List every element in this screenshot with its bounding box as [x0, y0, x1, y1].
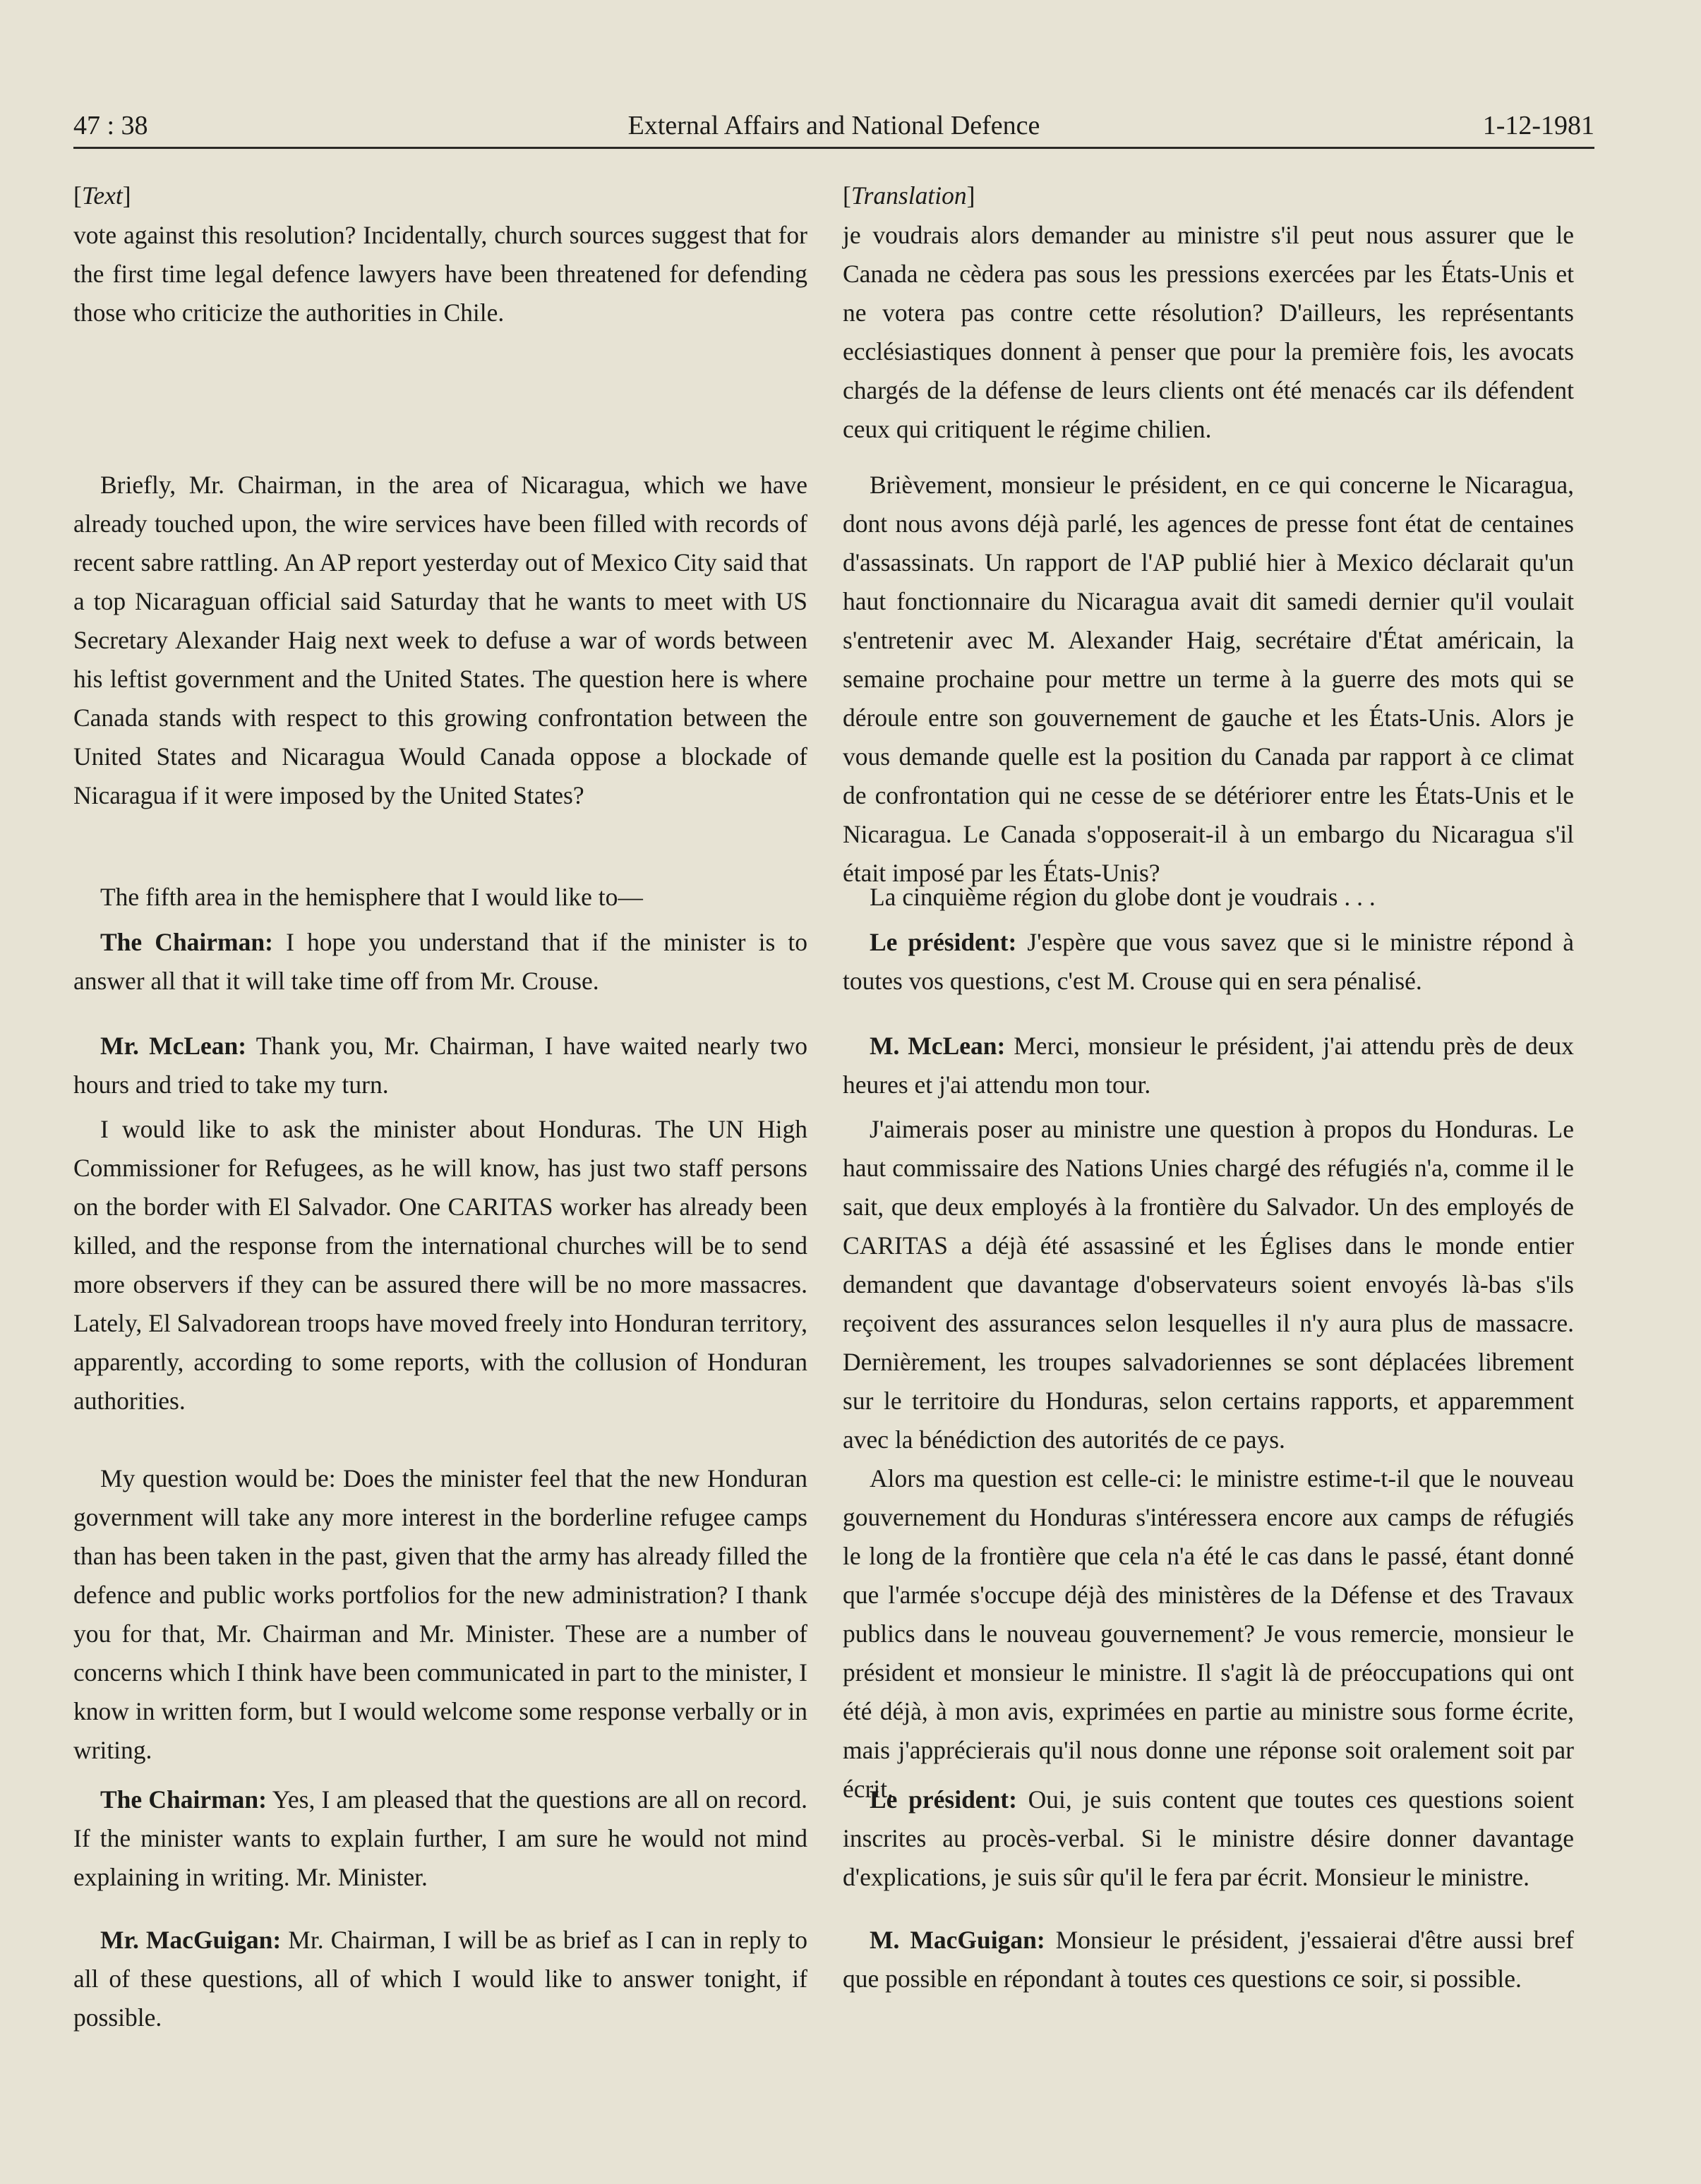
speaker-name: Mr. MacGuigan:	[100, 1926, 282, 1954]
running-title: External Affairs and National Defence	[627, 111, 1040, 140]
speaker-paragraph: Le président: Oui, je suis content que toutes ces questions soient inscrites au procès-verbal. Si le ministre désire donner davantage d'explications, je suis sûr qu'il le fera par écrit. Monsieur le ministre.	[843, 1785, 1574, 1891]
paragraph: Briefly, Mr. Chairman, in the area of Nicaragua, which we have already touched upon, the wire services have been filled with records of recent sabre rattling. An AP report yesterday out of Mexico City said that a top Nicaraguan official said Saturday that he wants to meet with US Secretary Alexander Haig next week to defuse a war of words between his leftist government and the United States. The question here is where Canada stands with respect to this growing confrontation between the United States and Nicaragua Would Canada oppose a blockade of Nicaragua if it were imposed by the United States?	[73, 471, 807, 809]
page-header	[73, 107, 1594, 149]
speaker-paragraph: Mr. McLean: Thank you, Mr. Chairman, I have waited nearly two hours and tried to take my turn.	[73, 1032, 807, 1099]
speaker-name: Le président:	[870, 1785, 1017, 1814]
speaker-paragraph: The Chairman: Yes, I am pleased that the questions are all on record. If the minister wants to explain further, I am sure he would not mind explaining in writing. Mr. Minister.	[73, 1785, 807, 1891]
speaker-paragraph: M. McLean: Merci, monsieur le président, j'ai attendu près de deux heures et j'ai attendu mon tour.	[843, 1032, 1575, 1099]
page-date: 1-12-1981	[1482, 111, 1594, 140]
speaker-paragraph: Le président: J'espère que vous savez que si le ministre répond à toutes vos questions, c'est M. Crouse qui en sera pénalisé.	[843, 928, 1574, 995]
speaker-name: M. McLean:	[870, 1032, 1006, 1060]
paragraph: je voudrais alors demander au ministre s'il peut nous assurer que le Canada ne cèdera pas sous les pressions exercées par les États-Unis et ne votera pas contre cette résolution? D'ailleurs, les représentants ecclésiastiques donnent à penser que pour la première fois, les avocats chargés de la défense de leurs clients ont été menacés car ils défendent ceux qui critiquent le régime chilien.	[843, 221, 1574, 443]
speaker-name: Mr. McLean:	[100, 1032, 247, 1060]
paragraph: J'aimerais poser au ministre une question à propos du Honduras. Le haut commissaire des Nations Unies chargé des réfugiés n'a, comme il le sait, que deux employés à la frontière du Salvador. Un des employés de CARITAS a déjà été assassiné et les Églises dans le monde entier demandent que davantage d'observateurs soient envoyés là-bas s'ils reçoivent des assurances selon lesquelles il n'y aura plus de massacre. Dernièrement, les troupes salvadoriennes se sont déplacées librement sur le territoire du Honduras, selon certains rapports, et apparemment avec la bénédiction des autorités de ce pays.	[843, 1115, 1574, 1454]
speaker-name: M. MacGuigan:	[870, 1926, 1045, 1954]
speaker-paragraph: M. MacGuigan: Monsieur le président, j'essaierai d'être aussi bref que possible en répondant à toutes ces questions ce soir, si possible.	[843, 1926, 1574, 1993]
paragraph: I would like to ask the minister about Honduras. The UN High Commissioner for Refugees, as he will know, has just two staff persons on the border with El Salvador. One CARITAS worker has already been killed, and the response from the international churches will be to send more observers if they can be assured there will be no more massacres. Lately, El Salvadorean troops have moved freely into Honduran territory, apparently, according to some reports, with the collusion of Honduran authorities.	[73, 1115, 807, 1415]
speaker-name: Le président:	[870, 928, 1017, 956]
paragraph: Brièvement, monsieur le président, en ce qui concerne le Nicaragua, dont nous avons déjà parlé, les agences de presse font état de centaines d'assassinats. Un rapport de l'AP publié hier à Mexico déclarait qu'un haut fonctionnaire du Nicaragua avait dit samedi dernier qu'il voulait s'entretenir avec M. Alexander Haig, secrétaire d'État américain, la semaine prochaine pour mettre un terme à la guerre des mots qui se déroule entre son gouvernement de gauche et les États-Unis. Alors je vous demande quelle est la position du Canada par rapport à ce climat de confrontation qui ne cesse de se détériorer entre les États-Unis et le Nicaragua. Le Canada s'opposerait-il à un embargo du Nicaragua s'il était imposé par les États-Unis?	[843, 471, 1574, 887]
column-label: [Translation]	[843, 181, 975, 210]
paragraph: La cinquième région du globe dont je voudrais . . .	[870, 883, 1376, 911]
page-number: 47 : 38	[73, 111, 148, 140]
paragraph: Alors ma question est celle-ci: le ministre estime-t-il que le nouveau gouvernement du Honduras s'intéressera encore aux camps de réfugiés le long de la frontière que cela n'a été le cas dans le passé, étant donné que l'armée s'occupe déjà des ministères de la Défense et des Travaux publics dans le nouveau gouvernement? Je vous remercie, monsieur le président et monsieur le ministre. Il s'agit là de préoccupations qui ont été déjà, à mon avis, exprimées en partie au ministre sous forme écrite, mais j'apprécierais qu'il nous donne une réponse soit oralement soit par écrit.	[843, 1464, 1574, 1803]
paragraph: My question would be: Does the minister feel that the new Honduran government will take any more interest in the borderline refugee camps than has been taken in the past, given that the army has already filled the defence and public works portfolios for the new administration? I thank you for that, Mr. Chairman and Mr. Minister. These are a number of concerns which I think have been communicated in part to the minister, I know in written form, but I would welcome some response verbally or in writing.	[73, 1464, 807, 1764]
column-label: [Text]	[73, 181, 131, 210]
paragraph: vote against this resolution? Incidentally, church sources suggest that for the first time legal defence lawyers have been threatened for defending those who criticize the authorities in Chile.	[73, 221, 807, 327]
speaker-name: The Chairman:	[100, 928, 273, 956]
speaker-name: The Chairman:	[100, 1785, 267, 1814]
paragraph: The fifth area in the hemisphere that I would like to—	[100, 883, 643, 911]
speaker-paragraph: Mr. MacGuigan: Mr. Chairman, I will be as brief as I can in reply to all of these questions, all of which I would like to answer tonight, if possible.	[73, 1926, 807, 2032]
speaker-paragraph: The Chairman: I hope you understand that if the minister is to answer all that it will take time off from Mr. Crouse.	[73, 928, 807, 995]
